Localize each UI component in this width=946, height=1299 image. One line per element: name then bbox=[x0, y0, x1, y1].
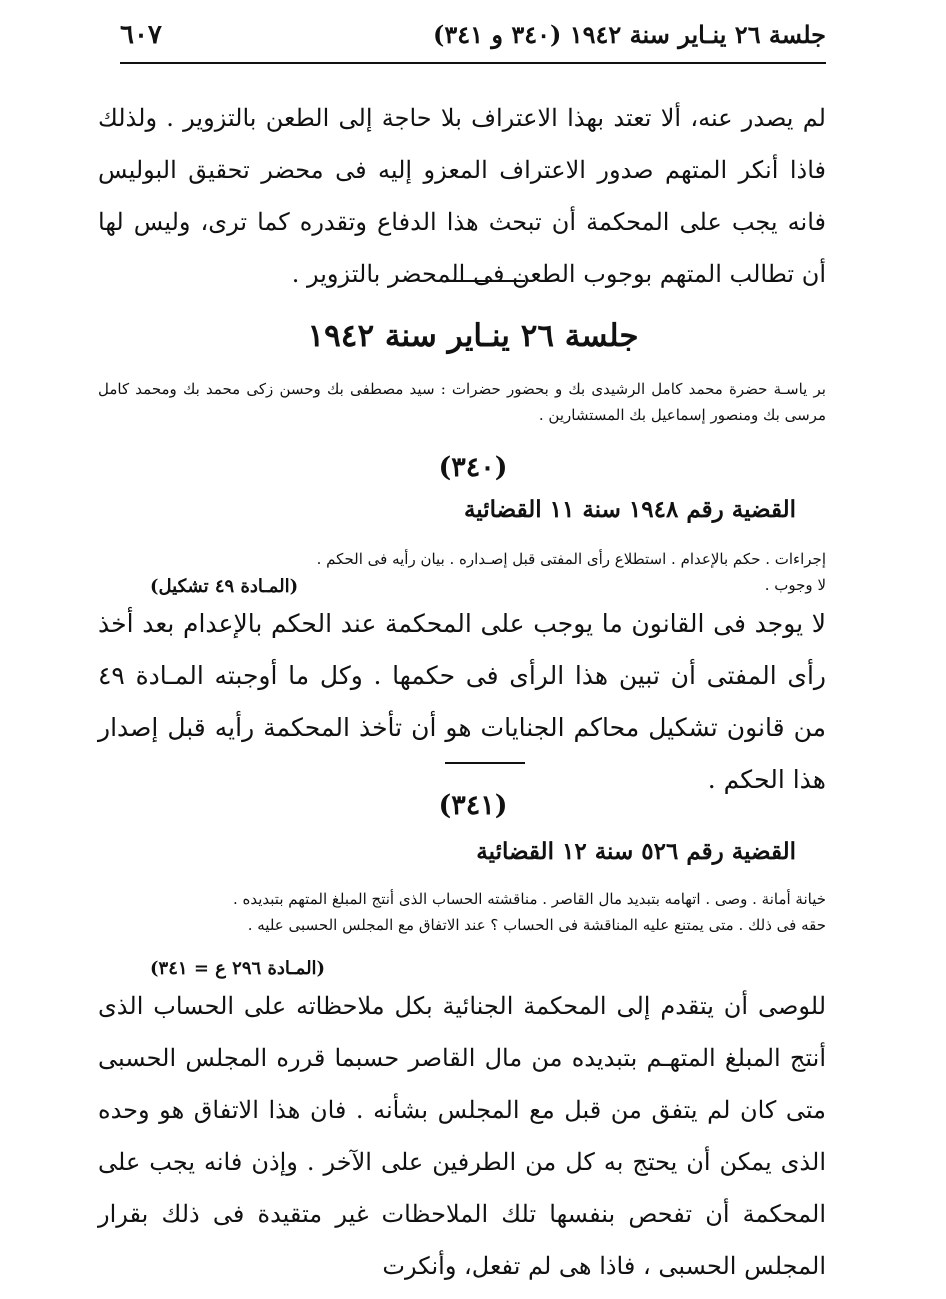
session-presidency: بر ياسـة حضرة محمد كامل الرشيدى بك و بحضور حضرات : سيد مصطفى بك وحسن زكى محمد بك ومحمد كامل مرسى بك ومنصور إسماعيل بك المستشارين . bbox=[98, 380, 826, 424]
session-title: جلسة ٢٦ ينـاير سنة ١٩٤٢ bbox=[307, 318, 639, 354]
case-keywords-line: إجراءات . حكم بالإعدام . استطلاع رأى المفتى قبل إصـداره . بيان رأيه فى الحكم . bbox=[316, 550, 826, 568]
page-number: ٦٠٧ bbox=[120, 20, 162, 50]
case-keywords-341 bbox=[98, 886, 826, 938]
section-divider bbox=[445, 762, 525, 764]
running-header-title: جلسة ٢٦ ينـاير سنة ١٩٤٢ (٣٤٠ و ٣٤١) bbox=[433, 20, 826, 49]
case-keywords-line: حقه فى ذلك . متى يمتنع عليه المناقشة فى الحساب ؟ عند الاتفاق مع المجلس الحسبى عليه . bbox=[247, 916, 826, 934]
running-header bbox=[120, 10, 826, 60]
case-text-340: لا يوجد فى القانون ما يوجب على المحكمة عند الحكم بالإعدام بعد أخذ رأى المفتى أن تبين هذا الرأى فى حكمها . وكل ما أوجبته المـادة ٤٩ من قانون تشكيل محاكم الجنايات هو أن تأخذ المحكمة رأيه قبل إصدار هذا الحكم . bbox=[98, 609, 826, 794]
case-text-341: للوصى أن يتقدم إلى المحكمة الجنائية بكل ملاحظاته على الحساب الذى أنتج المبلغ المتهـم بتبديده من مال القاصر حسبما قرره المجلس الحسبى متى كان لم يتفق من قبل مع المجلس بشأنه . فان هذا الاتفاق هو وحده الذى يمكن أن يحتج به كل من الطرفين على الآخر . وإذن فانه يجب على المحكمة أن تفحص بنفسها تلك الملاحظات غير متقيدة فى ذلك بقرار المجلس الحسبى ، فاذا هى لم تفعل، وأنكرت bbox=[98, 992, 827, 1280]
continued-paragraph: لم يصدر عنه، ألا تعتد بهذا الاعتراف بلا حاجة إلى الطعن بالتزوير . ولذلك فاذا أنكر المتهم صدور الاعتراف المعزو إليه فى محضر تحقيق البوليس فانه يجب على المحكمة أن تبحث هذا الدفاع وتقدره كما ترى، وليس لها أن تطالب المتهم بوجوب الطعن فى المحضر بالتزوير . bbox=[98, 104, 826, 288]
header-rule bbox=[120, 62, 826, 64]
case-keywords-line: خيانة أمانة . وصى . اتهامه بتبديد مال القاصر . مناقشته الحساب الذى أنتج المبلغ المتهم بتبديده . bbox=[232, 890, 826, 908]
case-number-341: (٣٤١) bbox=[438, 790, 508, 821]
case-reference-340: القضية رقم ١٩٤٨ سنة ١١ القضائية bbox=[463, 496, 796, 523]
case-keywords-line: لا وجوب . bbox=[764, 576, 826, 594]
case-number-340: (٣٤٠) bbox=[438, 452, 508, 483]
case-article-340: (المـادة ٤٩ تشكيل) bbox=[150, 576, 299, 597]
case-article-341: (المـادة ٢٩٦ ع = ٣٤١) bbox=[150, 958, 326, 979]
section-divider bbox=[445, 280, 525, 282]
case-reference-341: القضية رقم ٥٢٦ سنة ١٢ القضائية bbox=[476, 838, 796, 865]
